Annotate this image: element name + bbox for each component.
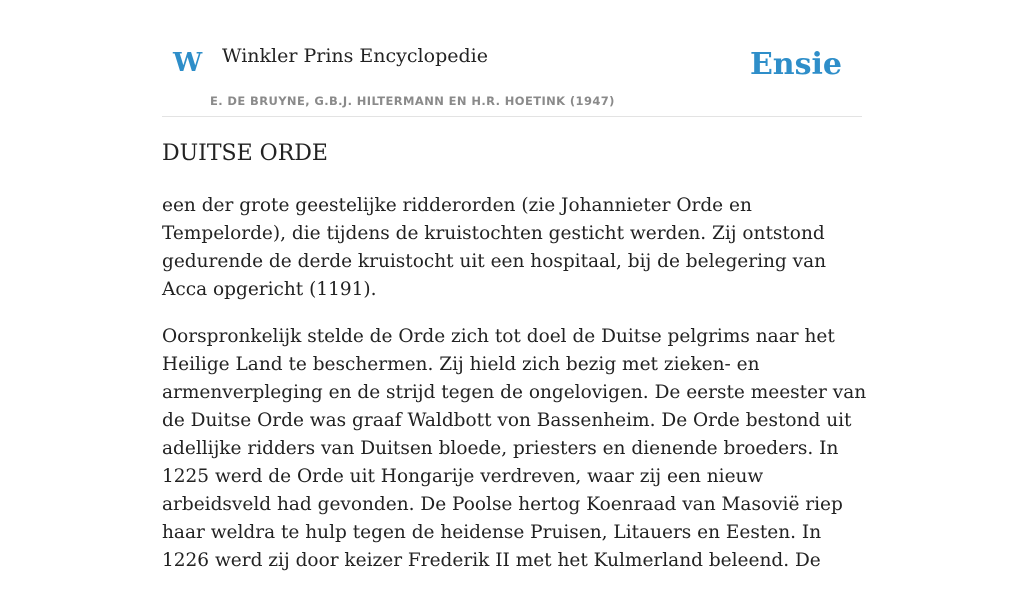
- article-paragraph: een der grote geestelijke ridderorden (zie Johannieter Orde en Tempelorde), die tijdens de kruistochten gesticht werden. Zij ontstond gedurende de derde kruistocht uit een hospitaal, bij de belegering van Acca opgericht (1191).: [162, 195, 827, 300]
- article-title: DUITSE ORDE: [162, 141, 328, 166]
- article-body: [162, 192, 867, 594]
- publication-header: [162, 0, 862, 117]
- brand-logo[interactable]: Ensie: [749, 47, 842, 82]
- publication-authors: E. DE BRUYNE, G.B.J. HILTERMANN EN H.R. HOETINK (1947): [210, 94, 615, 108]
- article-paragraph: Oorspronkelijk stelde de Orde zich tot doel de Duitse pelgrims naar het Heilige Land te beschermen. Zij hield zich bezig met zieken- en armenverpleging en de strijd tegen de ongelovigen. De eerste meester van de Duitse Orde was graaf Waldbott von Bassenheim. De Orde bestond uit adellijke ridders van Duitsen bloede, priesters en dienende broeders. In 1225 werd de Orde uit Hongarije verdreven, waar zij een nieuw arbeidsveld had gevonden. De Poolse hertog Koenraad van Masovië riep haar weldra te hulp tegen de heidense Pruisen, Litauers en Eesten. In 1226 werd zij door keizer Frederik II met het Kulmerland beleend. De: [162, 326, 867, 571]
- publication-title[interactable]: Winkler Prins Encyclopedie: [222, 45, 488, 67]
- publication-logo-icon[interactable]: W: [173, 48, 203, 78]
- article-page: [162, 0, 867, 571]
